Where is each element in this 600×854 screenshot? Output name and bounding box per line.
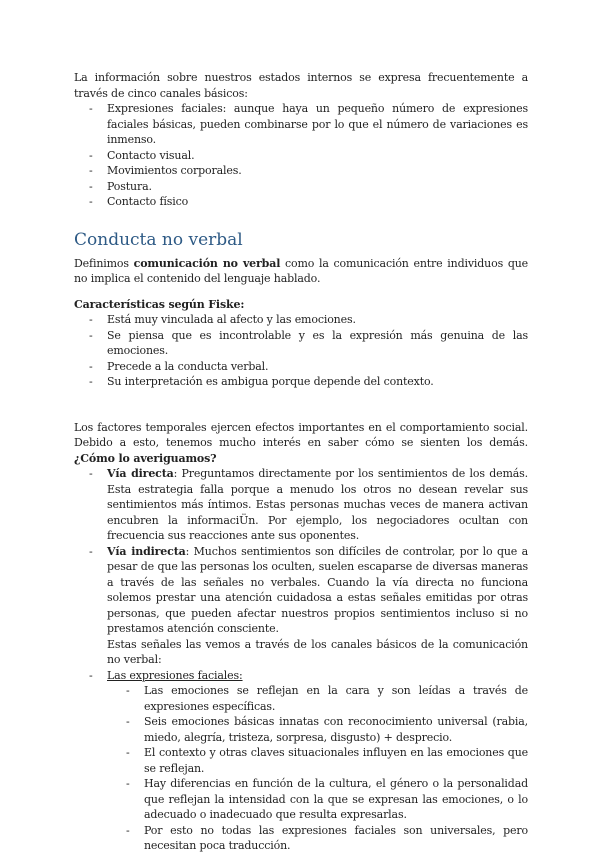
list-item: - Movimientos corporales.	[74, 163, 528, 179]
list-item-direct	[74, 466, 528, 544]
list-item: - Seis emociones básicas innatas con reconocimiento universal (rabia, miedo, alegría, tristeza, sorpresa, disgusto) + desprecio.	[74, 714, 528, 745]
list-item: - Su interpretación es ambigua porque depende del contexto.	[74, 374, 528, 390]
indirect-text: : Muchos sentimientos son difíciles de controlar, por lo que a pesar de que las personas los oculten, suelen escaparse de diversas maneras a través de las señales no verbales. Cuando la vía directa no funciona solemos prestar una atención cuidadosa a estas señales emitidas por otras personas, que pueden afectar nuestros propios sentimientos incluso si no prestamos atención consciente.	[107, 544, 529, 635]
definition-term: comunicación no verbal	[133, 256, 281, 270]
factors-text: Los factores temporales ejercen efectos importantes en el comportamiento social. Debido a esto, tenemos mucho interés en saber cómo se sienten los demás.	[74, 420, 528, 449]
fiske-list	[74, 312, 528, 390]
indirect-label: Vía indirecta	[107, 544, 186, 558]
direct-label: Vía directa	[107, 467, 174, 480]
channels-note: Estas señales las vemos a través de los canales básicos de la comunicación no verbal:	[107, 637, 528, 666]
list-item: - Está muy vinculada al afecto y las emociones.	[74, 312, 528, 328]
channels-list	[74, 101, 528, 210]
direct-text: : Preguntamos directamente por los sentimientos de los demás. Esta estrategia falla porque a menudo los otros no desean revelar sus sentimientos más íntimos. Estas personas muchas veces de manera activan encubren la informaciÜn. Por ejemplo, los negociadores ocultan con frecuencia sus reacciones ante sus oponentes.	[107, 467, 528, 542]
factors-paragraph	[74, 420, 528, 467]
list-item: - El contexto y otras claves situacionales influyen en las emociones que se reflejan.	[74, 745, 528, 776]
definition-text: como la comunicación entre individuos que no implica el contenido del lenguaje hablado.	[74, 256, 529, 285]
definition-paragraph	[74, 256, 528, 287]
fiske-heading: Características según Fiske:	[74, 297, 245, 311]
list-item: - Expresiones faciales: aunque haya un pequeño número de expresiones faciales básicas, pueden combinarse por lo que el número de variaciones es inmenso.	[74, 101, 528, 148]
list-item: - Por esto no todas las expresiones faciales son universales, pero necesitan poca traducción.	[74, 823, 528, 854]
list-item-facial	[74, 668, 528, 684]
definition-text: Definimos	[74, 256, 134, 270]
list-item-indirect	[74, 544, 528, 637]
list-item: - Postura.	[74, 179, 528, 195]
list-item: - Hay diferencias en función de la cultura, el género o la personalidad que reflejan la intensidad con la que se expresan las emociones, o lo adecuado o inadecuado que resulta expresarlas.	[74, 776, 528, 823]
facial-label: Las expresiones faciales:	[107, 668, 243, 682]
intro-paragraph: La información sobre nuestros estados internos se expresa frecuentemente a través de cinco canales básicos:	[74, 71, 528, 100]
ways-list	[74, 466, 528, 683]
section-heading: Conducta no verbal	[74, 229, 243, 250]
factors-question: ¿Cómo lo averiguamos?	[74, 451, 217, 465]
list-item: - Las emociones se reflejan en la cara y son leídas a través de expresiones específicas.	[74, 683, 528, 714]
list-item: - Se piensa que es incontrolable y es la expresión más genuina de las emociones.	[74, 328, 528, 359]
list-item: - Contacto físico	[74, 194, 528, 210]
facial-list	[74, 683, 528, 854]
list-item: - Precede a la conducta verbal.	[74, 359, 528, 375]
list-item: - Contacto visual.	[74, 148, 528, 164]
